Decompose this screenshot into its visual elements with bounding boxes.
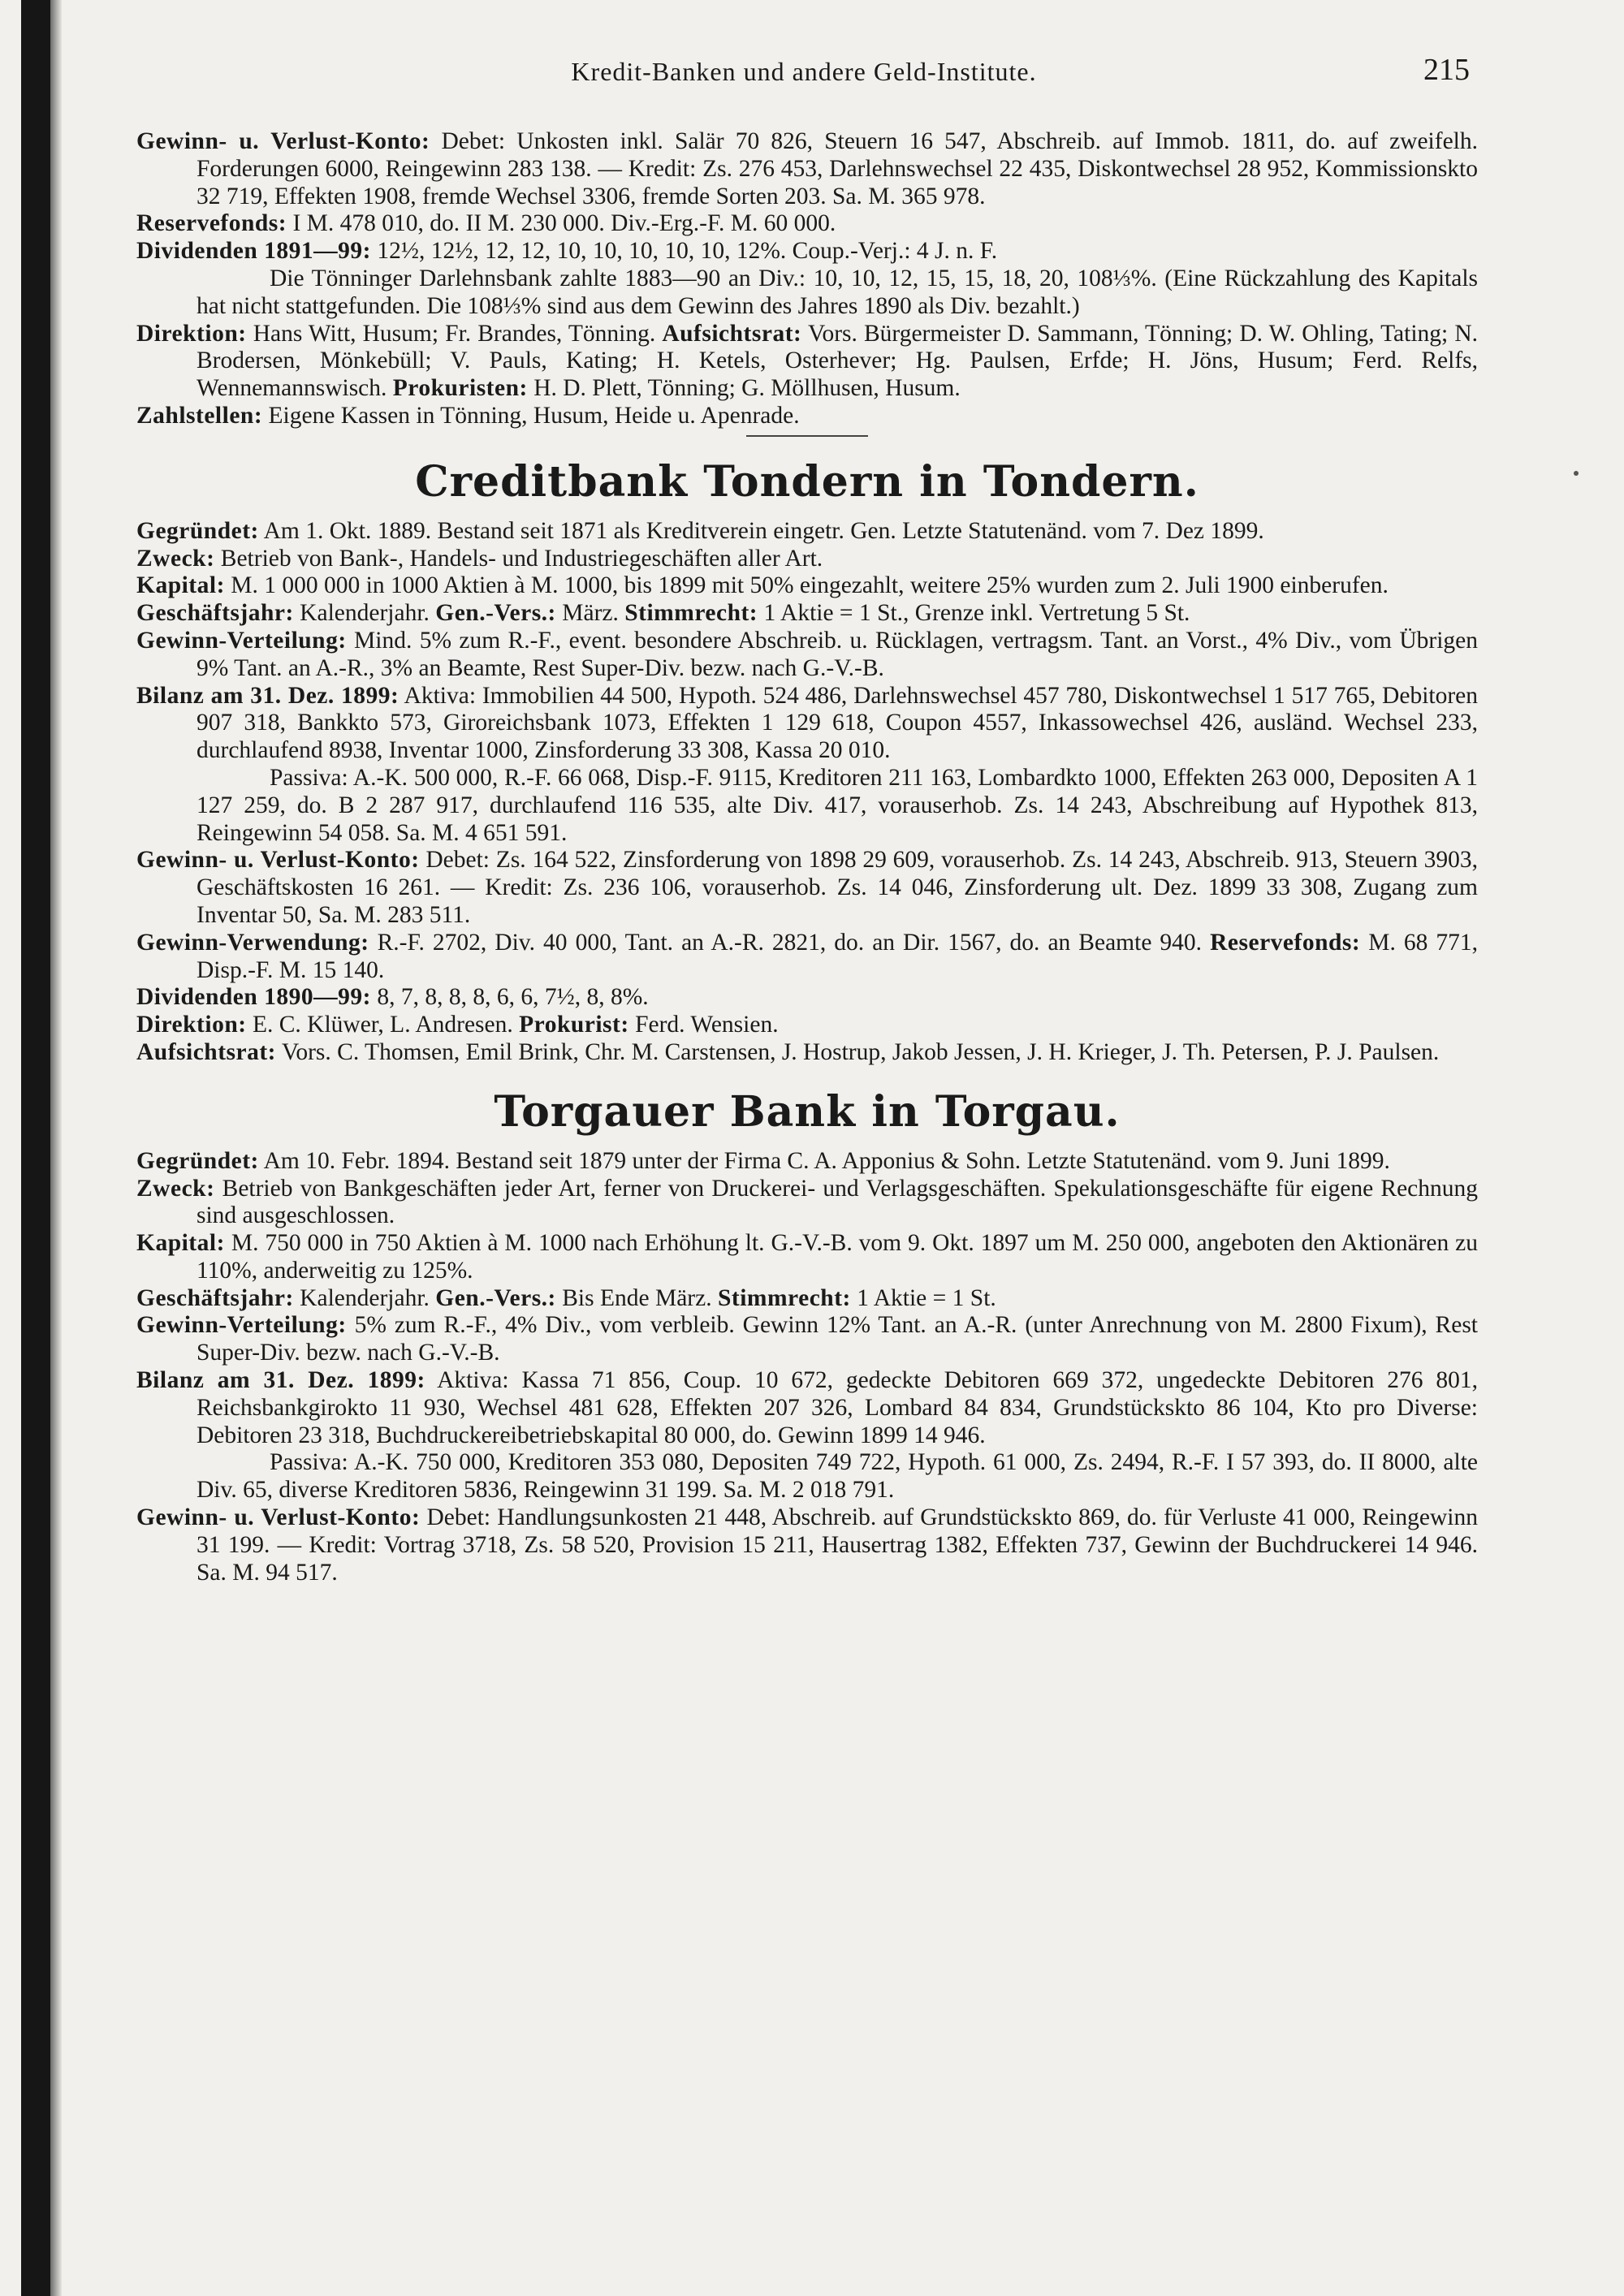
entry-text: Vors. C. Thomsen, Emil Brink, Chr. M. Carstensen, J. Hostrup, Jakob Jessen, J. H. Krieger, J. Th. Petersen, P. J. Paulsen.: [281, 1038, 1440, 1065]
bank-title-tondern: Creditbank Tondern in Tondern.: [415, 456, 1199, 507]
entry-text: 8, 7, 8, 8, 8, 6, 6, 7½, 8, 8%.: [377, 984, 649, 1011]
entry-text: Vors. Bürgermeister D. Sammann, Tönning; D. W. Ohling, Tating; N. Brodersen, Mönkebüll; V. Pauls, Kating; H. Ketels, Osterhever; Hg. Paulsen, Erfde; H. Jöns, Husum; Ferd. Relfs, Wennemannswisch.: [197, 320, 1479, 402]
section-divider: [746, 435, 868, 437]
entry-label: Gewinn- u. Verlust-Konto:: [136, 128, 430, 154]
entry-text: M. 750 000 in 750 Aktien à M. 1000 nach Erhöhung lt. G.-V.-B. vom 9. Okt. 1897 um M. 250 000, angeboten den Aktionären zu 110%, anderweitig zu 125%.: [197, 1230, 1478, 1284]
scan-edge-shadow: [50, 0, 62, 2296]
entry-label: Direktion:: [136, 1012, 247, 1038]
tondern-dividenden-entry: [136, 984, 1478, 1012]
prev-direktion-entry: [136, 321, 1478, 403]
entry-text: Mind. 5% zum R.-F., event. besondere Abschreib. u. Rücklagen, vertragsm. Tant. an Vorst., 4% Div., vom Übrigen 9% Tant. an A.-R., 3% an Beamte, Rest Super-Div. bezw. nach G.-V.-B.: [197, 627, 1479, 681]
tondern-gv-entry: [136, 847, 1478, 929]
entry-label: Zweck:: [136, 1175, 215, 1202]
entry-text: I M. 478 010, do. II M. 230 000. Div.-Erg.-F. M. 60 000.: [292, 210, 836, 237]
bank-title-torgau: Torgauer Bank in Torgau.: [494, 1086, 1121, 1137]
torgau-kapital-entry: [136, 1230, 1478, 1285]
entry-label: Reservefonds:: [1210, 929, 1361, 956]
entry-text: Betrieb von Bank-, Handels- und Industriegeschäften aller Art.: [220, 545, 823, 572]
entry-text: E. C. Klüwer, L. Andresen.: [252, 1012, 513, 1038]
entry-text: Bis Ende März.: [562, 1284, 712, 1311]
entry-text: Betrieb von Bankgeschäften jeder Art, ferner von Druckerei- und Verlagsgeschäften. Spekulationsgeschäfte für eigene Rechnung sind ausgeschlossen.: [197, 1175, 1479, 1229]
torgau-zweck-entry: [136, 1176, 1478, 1231]
tondern-kapital-entry: [136, 572, 1478, 600]
entry-text: 5% zum R.-F., 4% Div., vom verbleib. Gewinn 12% Tant. an A.-R. (unter Anrechnung von M. 2800 Fixum), Rest Super-Div. bezw. nach G.-V.-B.: [197, 1312, 1479, 1366]
entry-label: Kapital:: [136, 572, 225, 599]
torgau-gv-entry: [136, 1504, 1478, 1586]
entry-label: Gewinn-Verteilung:: [136, 627, 347, 654]
entry-text: 12½, 12½, 12, 12, 10, 10, 10, 10, 10, 12%. Coup.-Verj.: 4 J. n. F.: [377, 238, 998, 265]
entry-text: 1 Aktie = 1 St.: [857, 1284, 996, 1311]
tondern-passiva: Passiva: A.-K. 500 000, R.-F. 66 068, Disp.-F. 9115, Kreditoren 211 163, Lombardkto 1000, Effekten 263 000, Depositen A 1 127 259, do. B 2 287 917, durchlaufend 116 535, alte Div. 417, vorauserhob. Zs. 14 243, Abschreibung auf Hypothek 813, Reingewinn 54 058. Sa. M. 4 651 591.: [197, 764, 1478, 846]
entry-label: Gen.-Vers.:: [435, 600, 556, 627]
entry-label: Dividenden 1890—99:: [136, 984, 371, 1011]
prev-dividenden-note: Die Tönninger Darlehnsbank zahlte 1883—90 an Div.: 10, 10, 12, 15, 15, 18, 20, 108⅓%. (Eine Rückzahlung des Kapitals hat nicht stattgefunden. Die 108⅓% sind aus dem Gewinn des Jahres 1890 als Div. bezahlt.): [197, 265, 1478, 319]
entry-text: 1 Aktie = 1 St., Grenze inkl. Vertretung 5 St.: [763, 600, 1190, 627]
entry-text: Hans Witt, Husum; Fr. Brandes, Tönning.: [253, 320, 656, 347]
entry-text: Aktiva: Immobilien 44 500, Hypoth. 524 486, Darlehnswechsel 457 780, Diskontwechsel 1 517 765, Debitoren 907 318, Bankkto 573, Giroreichsbank 1073, Effekten 1 129 618, Coupon 4557, Inkassowechsel 426, ausländ. Wechsel 233, durchlaufend 8938, Inventar 1000, Zinsforderung 33 308, Kassa 20 010.: [197, 682, 1479, 764]
prev-zahlstellen-entry: [136, 403, 1478, 430]
page-body: [136, 128, 1478, 1586]
entry-text: Debet: Zs. 164 522, Zinsforderung von 1898 29 609, vorauserhob. Zs. 14 243, Abschreib. 913, Steuern 3903, Geschäftskosten 16 261. — Kredit: Zs. 236 106, vorauserhob. Zs. 14 046, Zinsforderung ult. Dez. 1899 33 308, Zugang zum Inventar 50, Sa. M. 283 511.: [197, 847, 1478, 928]
entry-text: Kalenderjahr.: [300, 600, 430, 627]
entry-label: Aufsichtsrat:: [136, 1038, 277, 1065]
entry-text: Eigene Kassen in Tönning, Husum, Heide u. Apenrade.: [268, 402, 800, 429]
entry-label: Gewinn- u. Verlust-Konto:: [136, 847, 420, 874]
torgau-passiva: Passiva: A.-K. 750 000, Kreditoren 353 080, Depositen 749 722, Hypoth. 61 000, Zs. 2494, R.-F. I 57 393, do. II 8000, alte Div. 65, diverse Kreditoren 5836, Reingewinn 31 199. Sa. M. 2 018 791.: [197, 1449, 1478, 1504]
entry-text: Ferd. Wensien.: [635, 1012, 779, 1038]
prev-reservefonds-entry: [136, 210, 1478, 238]
entry-text: Aktiva: Kassa 71 856, Coup. 10 672, gedeckte Debitoren 669 372, ungedeckte Debitoren 276 801, Reichsbankgirokto 11 930, Wechsel 481 628, Effekten 207 326, Lombard 84 834, Grundstückskto 86 104, Kto pro Diverse: Debitoren 23 318, Buchdruckereibetriebskapital 80 000, do. Gewinn 1899 14 946.: [197, 1367, 1478, 1448]
entry-label: Gewinn-Verteilung:: [136, 1312, 347, 1339]
entry-label: Prokurist:: [519, 1012, 629, 1038]
entry-label: Stimmrecht:: [624, 600, 758, 627]
running-head: Kredit-Banken und andere Geld-Institute.: [571, 57, 1037, 86]
entry-label: Gegründet:: [136, 517, 259, 544]
tondern-zweck-entry: [136, 546, 1478, 573]
entry-label: Geschäftsjahr:: [136, 600, 294, 627]
page-number: 215: [1423, 53, 1470, 87]
tondern-geschaeftsjahr-entry: [136, 600, 1478, 628]
entry-label: Stimmrecht:: [717, 1284, 851, 1311]
torgau-gegruendet-entry: [136, 1148, 1478, 1176]
tondern-verwendung-entry: [136, 930, 1478, 985]
entry-label: Dividenden 1891—99:: [136, 238, 371, 265]
page-header: [138, 53, 1470, 106]
entry-text: M. 1 000 000 in 1000 Aktien à M. 1000, bis 1899 mit 50% eingezahlt, weitere 25% wurden zum 2. Juli 1900 einberufen.: [231, 572, 1389, 599]
entry-label: Bilanz am 31. Dez. 1899:: [136, 682, 400, 709]
entry-label: Gewinn-Verwendung:: [136, 929, 369, 956]
torgau-bilanz-entry: [136, 1367, 1478, 1449]
entry-label: Zweck:: [136, 545, 215, 572]
entry-text: Kalenderjahr.: [300, 1284, 430, 1311]
entry-label: Kapital:: [136, 1230, 225, 1257]
tondern-aufsichtsrat-entry: [136, 1039, 1478, 1067]
entry-text: Am 1. Okt. 1889. Bestand seit 1871 als Kreditverein eingetr. Gen. Letzte Statutenänd. vom 7. Dez 1899.: [263, 517, 1264, 544]
entry-label: Gen.-Vers.:: [435, 1284, 556, 1311]
entry-label: Zahlstellen:: [136, 402, 263, 429]
entry-label: Reservefonds:: [136, 210, 287, 237]
entry-label: Geschäftsjahr:: [136, 1284, 294, 1311]
tondern-bilanz-entry: [136, 683, 1478, 765]
entry-text: Debet: Handlungsunkosten 21 448, Abschreib. auf Grundstückskto 869, do. für Verluste 41 000, Reingewinn 31 199. — Kredit: Vortrag 3718, Zs. 58 520, Provision 15 211, Hausertrag 1382, Effekten 737, Gewinn der Buchdruckerei 14 946. Sa. M. 94 517.: [197, 1504, 1478, 1586]
entry-text: Debet: Unkosten inkl. Salär 70 826, Steuern 16 547, Abschreib. auf Immob. 1811, do. auf zweifelh. Forderungen 6000, Reingewinn 283 138. — Kredit: Zs. 276 453, Darlehnswechsel 22 435, Diskontwechsel 28 952, Kommissionskto 32 719, Effekten 1908, fremde Wechsel 3306, fremde Sorten 203. Sa. M. 365 978.: [197, 128, 1478, 209]
entry-text: Am 10. Febr. 1894. Bestand seit 1879 unter der Firma C. A. Apponius & Sohn. Letzte Statutenänd. vom 9. Juni 1899.: [263, 1147, 1390, 1174]
entry-text: R.-F. 2702, Div. 40 000, Tant. an A.-R. 2821, do. an Dir. 1567, do. an Beamte 940.: [377, 929, 1203, 956]
entry-label: Gegründet:: [136, 1147, 259, 1174]
prev-gv-entry: [136, 128, 1478, 210]
entry-label: Prokuristen:: [392, 375, 528, 402]
torgau-geschaeftsjahr-entry: [136, 1285, 1478, 1313]
tondern-direktion-entry: [136, 1012, 1478, 1039]
scan-speck: [1574, 471, 1579, 476]
entry-text: H. D. Plett, Tönning; G. Möllhusen, Husum.: [533, 375, 961, 402]
prev-dividenden-entry: [136, 238, 1478, 265]
entry-label: Aufsichtsrat:: [662, 320, 802, 347]
entry-text: M. 68 771, Disp.-F. M. 15 140.: [197, 929, 1479, 983]
entry-label: Gewinn- u. Verlust-Konto:: [136, 1504, 421, 1531]
entry-label: Bilanz am 31. Dez. 1899:: [136, 1367, 425, 1394]
tondern-verteilung-entry: [136, 628, 1478, 683]
scan-binding-edge: [21, 0, 50, 2296]
entry-text: März.: [562, 600, 619, 627]
entry-label: Direktion:: [136, 320, 247, 347]
torgau-verteilung-entry: [136, 1312, 1478, 1367]
tondern-gegruendet-entry: [136, 518, 1478, 546]
